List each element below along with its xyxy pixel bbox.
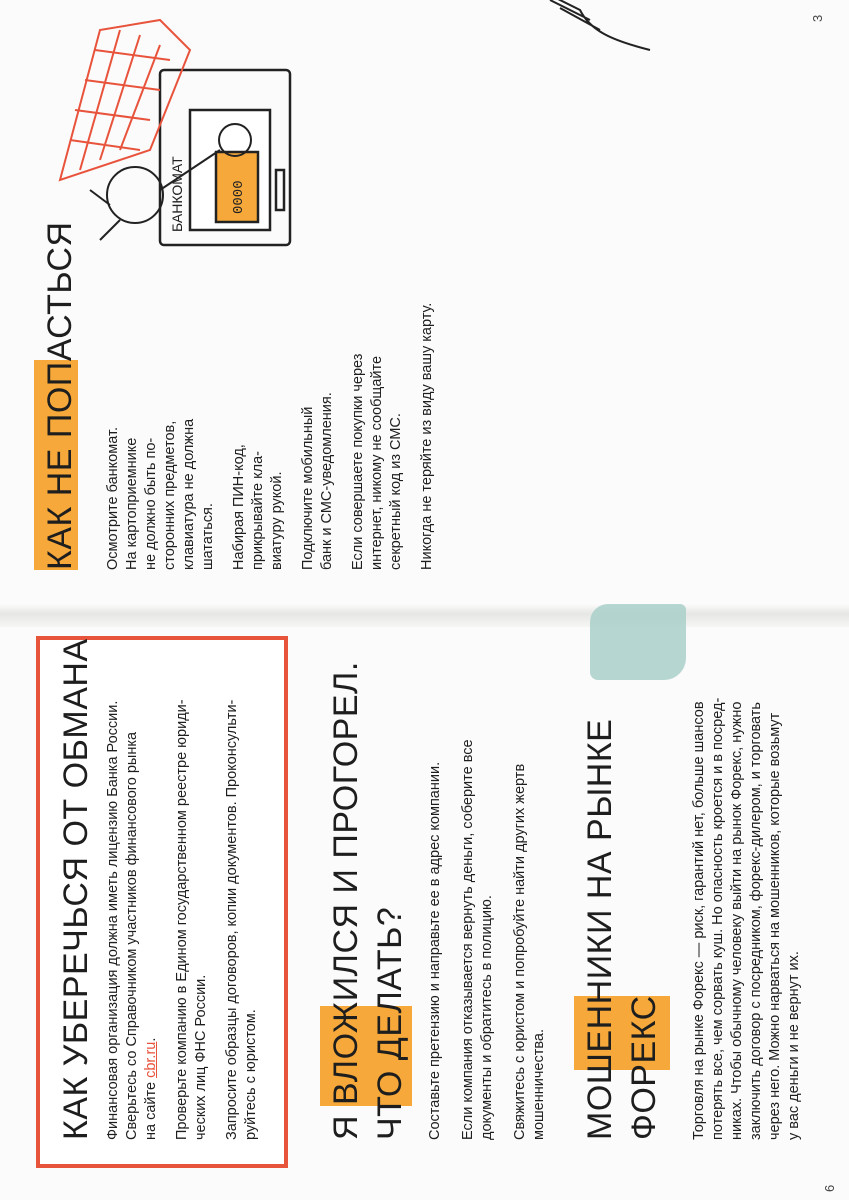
- burned-p3-line: Свяжитесь с юристом и попробуйте найти других жертв: [512, 763, 528, 1140]
- protect-p1-line: Сверьтесь со Справочником участников финансового рынка: [124, 731, 140, 1140]
- page-number-right: 3: [810, 14, 825, 22]
- avoid-p4-line: секретный код из СМС.: [388, 413, 404, 570]
- protect-p2-line: Проверьте компанию в Едином государственном реестре юриди-: [174, 699, 190, 1140]
- avoid-p1-line: шататься.: [200, 503, 216, 570]
- forex-text: [690, 620, 804, 1140]
- avoid-p2-line: прикрывайте кла-: [250, 451, 266, 570]
- protect-p2-line: ческих лиц ФНС России.: [193, 974, 209, 1140]
- avoid-p1-line: сторонних предметов,: [162, 420, 178, 570]
- forex-line: потерять все, чем сорвать куш. Но опасность кроется и в посред-: [710, 697, 726, 1140]
- burned-p1: Составьте претензию и направьте ее в адрес компании.: [427, 761, 443, 1140]
- burned-title-line1: Я ВЛОЖИЛСЯ И ПРОГОРЕЛ.: [327, 661, 365, 1140]
- avoid-title: КАК НЕ ПОПАСТЬСЯ: [41, 221, 79, 570]
- avoid-p1-line: Осмотрите банкомат.: [105, 426, 121, 570]
- forex-line: заключить договор с посредником, форекс-дилером, и торговать: [748, 702, 764, 1140]
- atm-label: БАНКОМАТ: [169, 156, 185, 232]
- protect-p3-line: Запросите образцы договоров, копии документов. Проконсульти-: [224, 699, 240, 1140]
- protect-title: КАК УБЕРЕЧЬСЯ ОТ ОБМАНА: [57, 638, 95, 1140]
- avoid-p4-line: интернет, никому не сообщайте: [369, 355, 385, 570]
- burned-p2-line: документы и обратитесь в полицию.: [479, 895, 495, 1140]
- burned-p2-line: Если компания отказывается вернуть деньги, соберите все: [460, 739, 476, 1140]
- forex-line: через него. Можно нарваться на мошенников, которые возьмут: [767, 712, 783, 1140]
- torn-patch: [590, 604, 686, 680]
- avoid-p2-line: виатуру рукой.: [269, 471, 285, 570]
- avoid-p3-line: Подключите мобильный: [300, 406, 316, 570]
- forex-title-line2: ФОРЕКС: [625, 995, 663, 1140]
- cbr-link[interactable]: cbr.ru: [143, 1041, 159, 1078]
- avoid-text: [104, 290, 437, 570]
- detective-atm-illustration: [40, 0, 460, 300]
- forex-line: никах. Чтобы обычному человеку выйти на рынок Форекс, нужно: [729, 701, 745, 1140]
- forex-line: у вас деньги и не вернут их.: [786, 951, 802, 1140]
- avoid-p1-line: На картоприемнике: [124, 437, 140, 570]
- protect-p1-suffix: .: [143, 1037, 159, 1042]
- avoid-p5: Никогда не теряйте из виду вашу карту.: [419, 302, 435, 570]
- avoid-p4-line: Если совершаете покупки через: [350, 353, 366, 570]
- protect-p1-line: [142, 650, 161, 1140]
- avoid-p1-line: не должно быть по-: [143, 437, 159, 570]
- avoid-p3-line: банк и СМС-уведомления.: [319, 392, 335, 570]
- avoid-p2-line: Набирая ПИН-код,: [231, 444, 247, 570]
- burned-p3-line: мошенничества.: [531, 1029, 547, 1140]
- page-number-left: 6: [822, 1184, 837, 1192]
- forex-title-line1: МОШЕННИКИ НА РЫНКЕ: [581, 718, 619, 1140]
- hand-illustration: [520, 0, 660, 60]
- protect-p1-prefix: на сайте: [143, 1077, 159, 1140]
- protect-text: [104, 650, 261, 1140]
- burned-title-line2: ЧТО ДЕЛАТЬ?: [371, 906, 409, 1140]
- protect-p1-line: Финансовая организация должна иметь лицензию Банка России.: [105, 700, 121, 1140]
- protect-p3-line: руйтесь с юристом.: [243, 1009, 259, 1140]
- atm-screen-digits: 0000: [231, 180, 247, 214]
- burned-text: [426, 640, 549, 1140]
- forex-line: Торговля на рынке Форекс — риск, гарантий нет, больше шансов: [691, 701, 707, 1140]
- avoid-p1-line: клавиатура не должна: [181, 418, 197, 570]
